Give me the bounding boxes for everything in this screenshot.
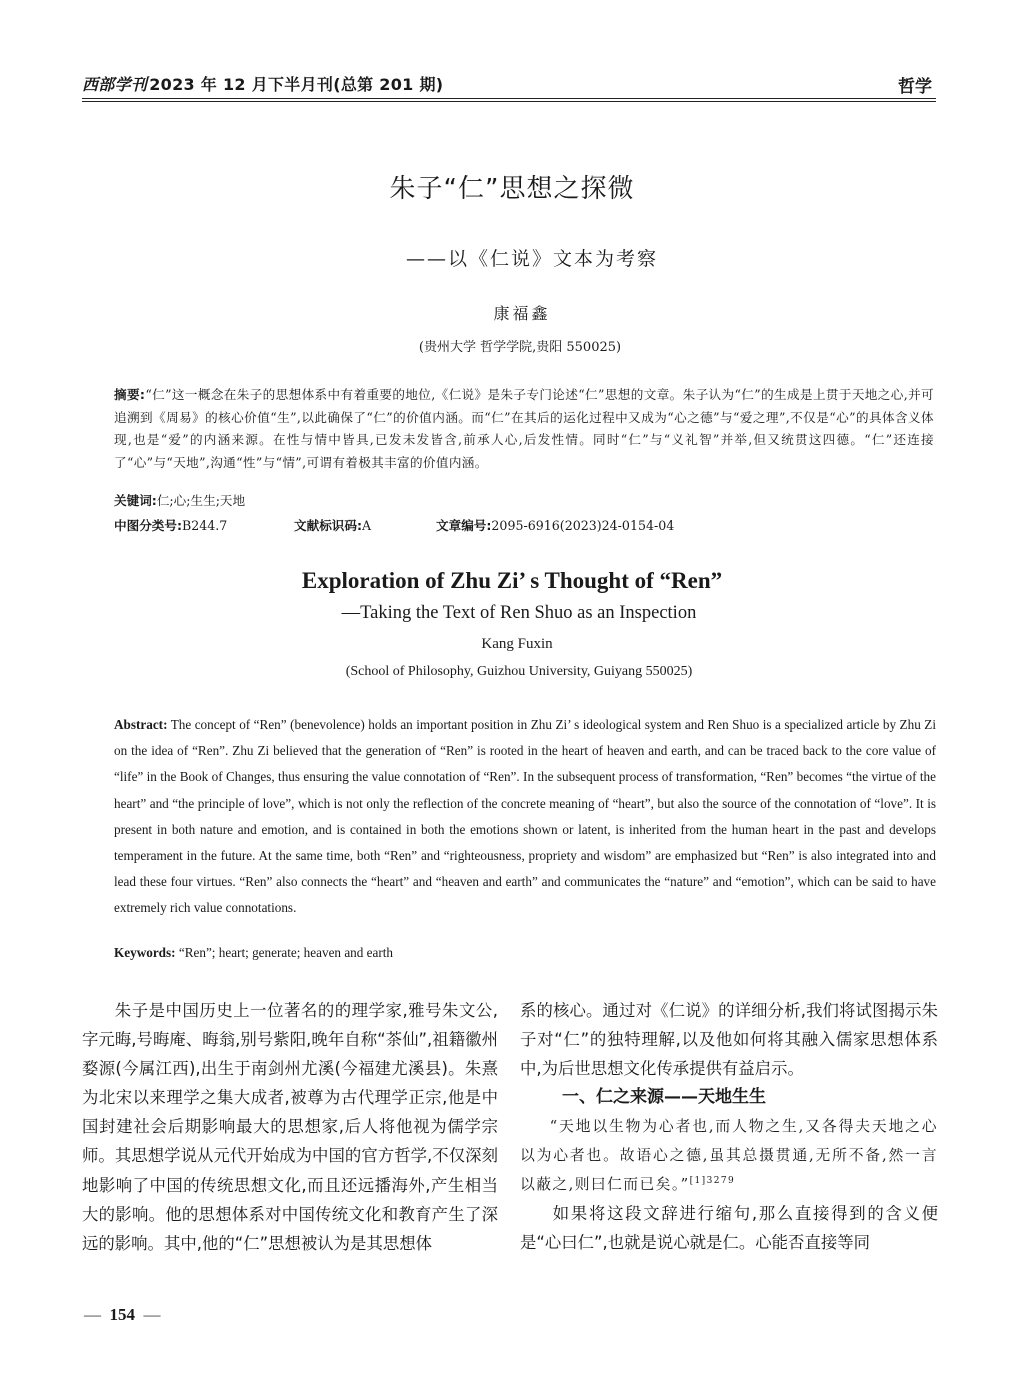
english-title: Exploration of Zhu Zi’ s Thought of “Ren” (301, 568, 723, 593)
journal-issue: 2023 年 12 月下半月刊(总第 201 期) (149, 75, 444, 94)
page-number-value: 154 (109, 1305, 135, 1324)
keywords-label: 关键词: (114, 493, 157, 508)
english-keywords (114, 945, 393, 961)
english-subtitle: —Taking the Text of Ren Shuo as an Inspection (341, 603, 697, 623)
body-paragraph: 如果将这段文辞进行缩句,那么直接得到的含义便是“心曰仁”,也就是说心就是仁。心能否直接等同 (520, 1204, 938, 1253)
clc-label: 中图分类号: (114, 518, 183, 533)
chinese-author: 康福鑫 (493, 304, 551, 323)
chinese-abstract (114, 384, 934, 474)
body-paragraph: 朱子是中国历史上一位著名的的理学家,雅号朱文公,字元晦,号晦庵、晦翁,别号紫阳,晚年自称“茶仙”,祖籍徽州婺源(今属江西),出生于南剑州尤溪(今福建尤溪县)。朱熹为北宋以来理学之集大成者,被尊为古代理学正宗,他是中国封建社会后期影响最大的思想家,后人将他视为儒学宗师。其思想学说从元代开始成为中国的官方哲学,不仅深刻地影响了中国的传统思想文化,而且还远播海外,产生相当大的影响。他的思想体系对中国传统文化和教育产生了深远的影响。其中,他的“仁”思想被认为是其思想体 (82, 1001, 498, 1253)
block-quote (520, 1112, 938, 1199)
chinese-subtitle: ——以《仁说》文本为考察 (405, 248, 658, 270)
english-abstract (114, 712, 936, 922)
chinese-abstract-text: “仁”这一概念在朱子的思想体系中有着重要的地位,《仁说》是朱子专门论述“仁”思想的文章。朱子认为“仁”的生成是上贯于天地之心,并可追溯到《周易》的核心价值“生”,以此确保了“仁”的价值内涵。而“仁”在其后的运化过程中又成为“心之德”与“爱之理”,不仅是“心”的具体含义体现,也是“爱”的内涵来源。在性与情中皆具,已发未发皆含,前承人心,后发性情。同时“仁”与“义礼智”并举,但又统贯这四德。“仁”还连接了“心”与“天地”,沟通“性”与“情”,可谓有着极其丰富的价值内涵。 (114, 387, 934, 470)
english-keywords-value: “Ren”; heart; generate; heaven and earth (178, 945, 394, 960)
chinese-keywords (114, 490, 245, 509)
chinese-title: 朱子“仁”思想之探微 (389, 174, 635, 204)
body-column-left (82, 996, 498, 1258)
running-header-section: 哲学 (898, 77, 932, 97)
header-rule-thin (82, 101, 936, 102)
article-no-value: 2095-6916(2023)24-0154-04 (491, 518, 675, 533)
citation-ref: [1]3279 (689, 1176, 736, 1187)
english-keywords-label: Keywords: (114, 945, 176, 960)
header-rule (82, 98, 936, 99)
clc-number (114, 515, 227, 534)
running-header-journal (82, 72, 443, 95)
body-paragraph: 系的核心。通过对《仁说》的详细分析,我们将试图揭示朱子对“仁”的独特理解,以及他如何将其融入儒家思想体系中,为后世思想文化传承提供有益启示。 (520, 1001, 938, 1079)
page-dash-right: — (143, 1305, 161, 1324)
english-abstract-label: Abstract: (114, 717, 168, 732)
page-dash-left: — (84, 1305, 101, 1324)
journal-logo: 西部学刊 (82, 75, 148, 94)
doc-code-value: A (362, 518, 372, 533)
clc-value: B244.7 (182, 518, 228, 533)
doc-code-label: 文献标识码: (294, 518, 363, 533)
page-number (84, 1305, 161, 1325)
keywords-value: 仁;心;生生;天地 (156, 493, 246, 508)
quote-text: “天地以生物为心者也,而人物之生,又各得夫天地之心以为心者也。故语心之德,虽其总摄贯通,无所不备,然一言以蔽之,则曰仁而已矣。” (520, 1118, 938, 1194)
chinese-affiliation: (贵州大学 哲学学院,贵阳 550025) (418, 340, 622, 355)
english-affiliation: (School of Philosophy, Guizhou University, Guiyang 550025) (345, 664, 693, 679)
section-heading: 一、仁之来源——天地生生 (562, 1087, 766, 1108)
document-code (294, 515, 371, 534)
article-no-label: 文章编号: (436, 518, 492, 533)
english-author: Kang Fuxin (481, 636, 553, 652)
english-abstract-text: The concept of “Ren” (benevolence) holds an important position in Zhu Zi’ s ideological system and Ren Shuo is a specialized article by Zhu Zi on the idea of “Ren”. Zhu Zi believed that the generation of “Ren” is rooted in the heart of heaven and earth, and can be traced back to the core value of “life” in the Book of Changes, thus ensuring the value connotation of “Ren”. In the subsequent process of transformation, “Ren” becomes “the virtue of the heart” and “the principle of love”, which is not only the reflection of the concrete meaning of “heart”, but also the source of the connotation of “love”. It is present in both nature and emotion, and is contained in both the emotions shown or latent, is inherited from the human heart in the past and develops temperament in the future. At the same time, both “Ren” and “righteousness, propriety and wisdom” are emphasized but “Ren” is also integrated into and lead these four virtues. “Ren” also connects the “heart” and “heaven and earth” and communicates the “nature” and “emotion”, which can be said to have extremely rich value connotations. (114, 717, 936, 916)
article-number (436, 515, 674, 534)
chinese-abstract-label: 摘要: (114, 387, 146, 402)
body-column-right (520, 996, 938, 1258)
